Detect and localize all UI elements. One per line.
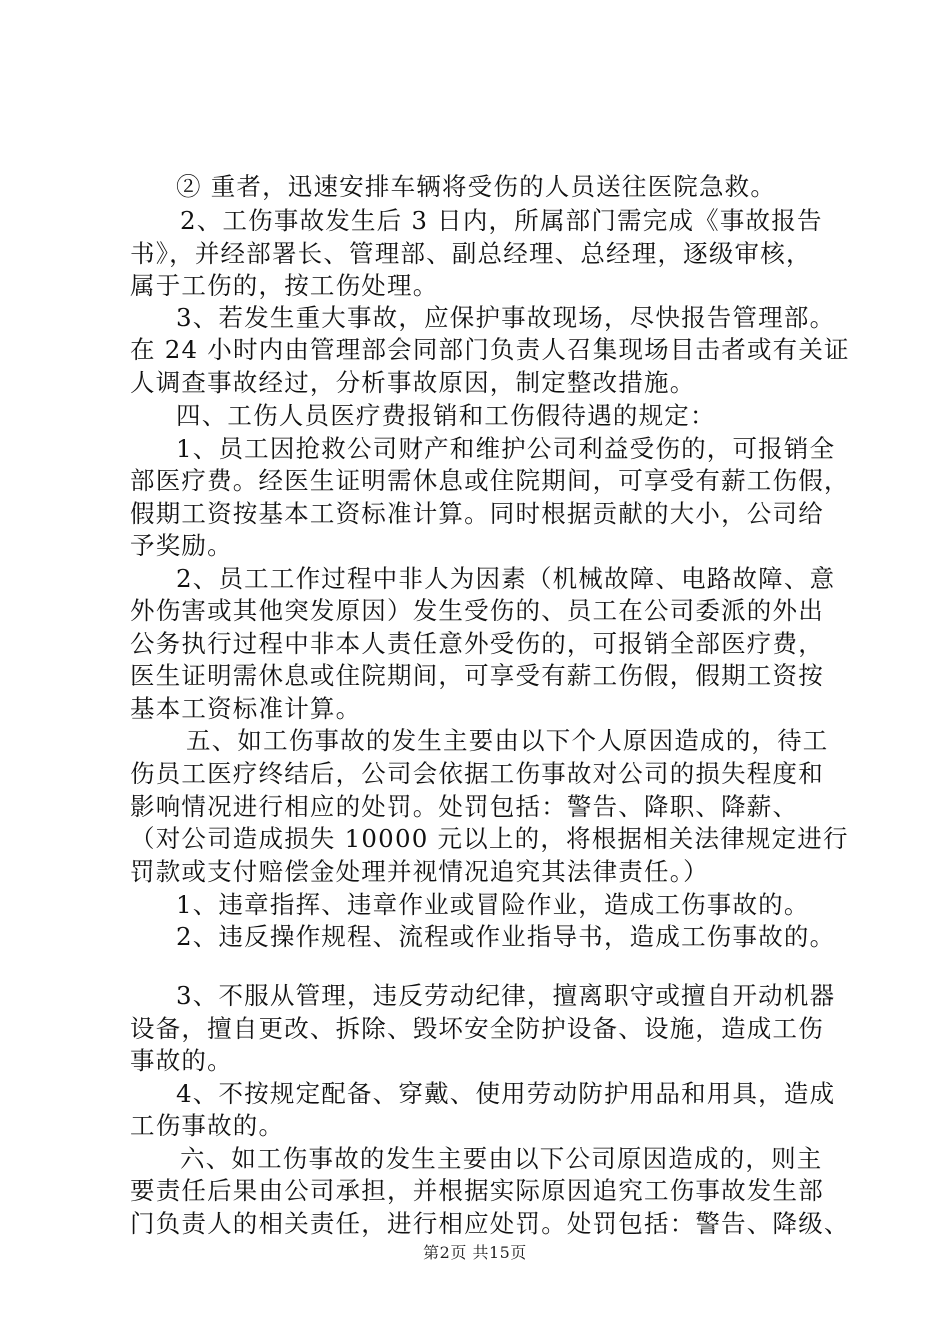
text-line: 在 24 小时内由管理部会同部门负责人召集现场目击者或有关证 [130,335,850,364]
text-line: 1、员工因抢救公司财产和维护公司利益受伤的，可报销全 [176,434,836,463]
text-line: ② 重者，迅速安排车辆将受伤的人员送往医院急救。 [176,172,777,201]
section-heading: 四、工伤人员医疗费报销和工伤假待遇的规定： [176,401,716,430]
text-line: 3、若发生重大事故，应保护事故现场，尽快报告管理部。 [176,303,836,332]
text-line: （对公司造成损失 10000 元以上的，将根据相关法律规定进行 [130,824,849,853]
text-line: 4、不按规定配备、穿戴、使用劳动防护用品和用具，造成 [176,1079,836,1108]
text-line: 2、工伤事故发生后 3 日内，所属部门需完成《事故报告 [180,206,823,235]
text-line: 外伤害或其他突发原因）发生受伤的、员工在公司委派的外出 [130,596,824,625]
text-line: 影响情况进行相应的处罚。处罚包括：警告、降职、降薪、 [130,792,799,821]
text-line: 部医疗费。经医生证明需休息或住院期间，可享受有薪工伤假， [130,466,850,495]
text-line: 予奖励。 [130,531,233,560]
text-line: 基本工资标准计算。 [130,694,362,723]
page-number: 第2页 共15页 [423,1243,527,1262]
text-line: 罚款或支付赔偿金处理并视情况追究其法律责任。） [130,857,709,886]
text-line: 门负责人的相关责任，进行相应处罚。处罚包括：警告、降级、 [130,1209,850,1238]
text-line: 医生证明需休息或住院期间，可享受有薪工伤假，假期工资按 [130,661,824,690]
text-line: 工伤事故的。 [130,1111,285,1140]
text-line: 设备，擅自更改、拆除、毁坏安全防护设备、设施，造成工伤 [130,1014,824,1043]
section-heading: 六、如工伤事故的发生主要由以下公司原因造成的，则主 [180,1144,823,1173]
text-line: 书》，并经部署长、管理部、副总经理、总经理，逐级审核， [130,239,812,268]
text-line: 3、不服从管理，违反劳动纪律，擅离职守或擅自开动机器 [176,981,836,1010]
text-line: 事故的。 [130,1046,233,1075]
text-line: 伤员工医疗终结后，公司会依据工伤事故对公司的损失程度和 [130,759,824,788]
text-line: 公务执行过程中非本人责任意外受伤的，可报销全部医疗费， [130,629,824,658]
section-heading: 五、如工伤事故的发生主要由以下个人原因造成的，待工 [186,726,829,755]
text-line: 2、违反操作规程、流程或作业指导书，造成工伤事故的。 [176,922,836,951]
text-line: 人调查事故经过，分析事故原因，制定整改措施。 [130,368,696,397]
text-line: 要责任后果由公司承担，并根据实际原因追究工伤事故发生部 [130,1176,824,1205]
text-line: 属于工伤的，按工伤处理。 [130,271,439,300]
text-line: 假期工资按基本工资标准计算。同时根据贡献的大小，公司给 [130,499,824,528]
text-line: 1、违章指挥、违章作业或冒险作业，造成工伤事故的。 [176,890,810,919]
text-line: 2、员工工作过程中非人为因素（机械故障、电路故障、意 [176,564,836,593]
